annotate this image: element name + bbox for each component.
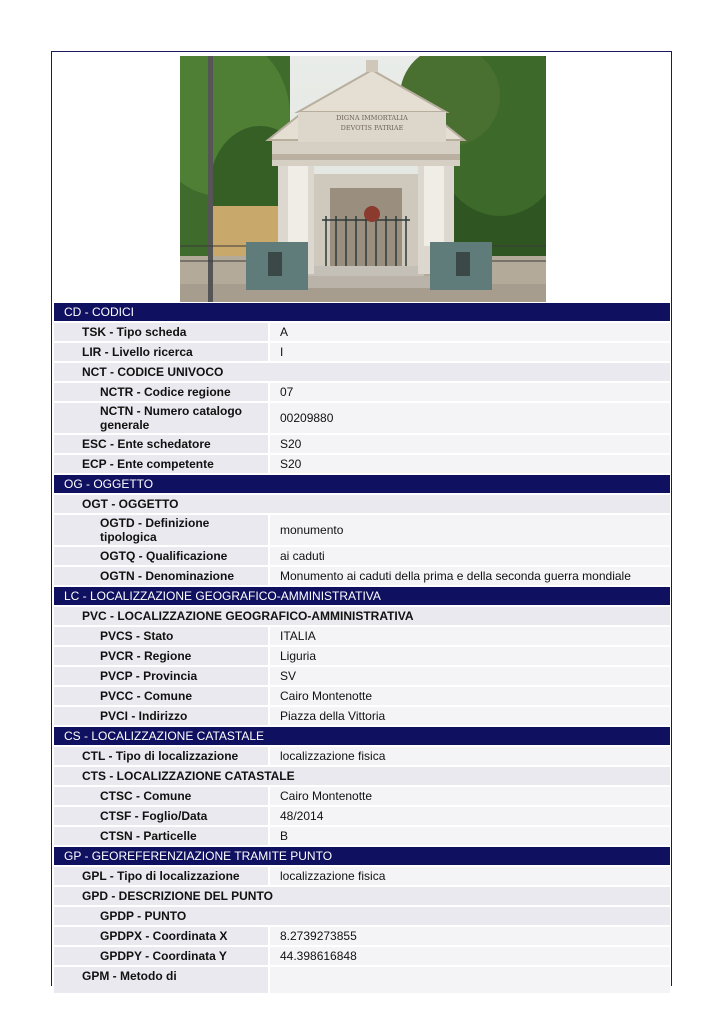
field-label: CTL - Tipo di localizzazione xyxy=(54,747,268,765)
section-header: GP - GEOREFERENZIAZIONE TRAMITE PUNTO xyxy=(54,847,670,865)
field-value: B xyxy=(270,827,670,845)
field-row xyxy=(54,647,670,665)
field-row xyxy=(54,827,670,845)
field-value xyxy=(270,967,670,993)
field-value: Cairo Montenotte xyxy=(270,687,670,705)
field-value: I xyxy=(270,343,670,361)
field-label: TSK - Tipo scheda xyxy=(54,323,268,341)
section-header: CD - CODICI xyxy=(54,303,670,321)
field-label: CTS - LOCALIZZAZIONE CATASTALE xyxy=(54,767,670,785)
field-row xyxy=(54,323,670,341)
field-label: PVC - LOCALIZZAZIONE GEOGRAFICO-AMMINISTRATIVA xyxy=(54,607,670,625)
field-label: GPDPY - Coordinata Y xyxy=(54,947,268,965)
field-row xyxy=(54,383,670,401)
field-row xyxy=(54,667,670,685)
field-label: NCTR - Codice regione xyxy=(54,383,268,401)
field-row xyxy=(54,495,670,513)
field-value: 8.2739273855 xyxy=(270,927,670,945)
field-label: ESC - Ente schedatore xyxy=(54,435,268,453)
field-label: PVCI - Indirizzo xyxy=(54,707,268,725)
field-label: OGTD - Definizione tipologica xyxy=(54,515,268,545)
field-row xyxy=(54,515,670,545)
field-row xyxy=(54,567,670,585)
field-value: SV xyxy=(270,667,670,685)
field-label: NCT - CODICE UNIVOCO xyxy=(54,363,670,381)
field-label: GPD - DESCRIZIONE DEL PUNTO xyxy=(54,887,670,905)
field-value: Monumento ai caduti della prima e della seconda guerra mondiale xyxy=(270,567,670,585)
field-value: 00209880 xyxy=(270,403,670,433)
field-value: localizzazione fisica xyxy=(270,867,670,885)
inscription-line2: DEVOTIS PATRIAE xyxy=(340,124,404,132)
field-value: 07 xyxy=(270,383,670,401)
field-label: PVCC - Comune xyxy=(54,687,268,705)
field-value: localizzazione fisica xyxy=(270,747,670,765)
field-value: S20 xyxy=(270,435,670,453)
field-label: PVCS - Stato xyxy=(54,627,268,645)
field-label: CTSC - Comune xyxy=(54,787,268,805)
field-row xyxy=(54,547,670,565)
field-value: Liguria xyxy=(270,647,670,665)
field-row xyxy=(54,455,670,473)
field-row xyxy=(54,767,670,785)
field-row xyxy=(54,607,670,625)
field-row xyxy=(54,435,670,453)
field-label: GPDPX - Coordinata X xyxy=(54,927,268,945)
field-row xyxy=(54,807,670,825)
field-value: 44.398616848 xyxy=(270,947,670,965)
field-row xyxy=(54,687,670,705)
field-value: ITALIA xyxy=(270,627,670,645)
field-label: CTSN - Particelle xyxy=(54,827,268,845)
section-header: CS - LOCALIZZAZIONE CATASTALE xyxy=(54,727,670,745)
field-label: GPDP - PUNTO xyxy=(54,907,670,925)
section-header: LC - LOCALIZZAZIONE GEOGRAFICO-AMMINISTRATIVA xyxy=(54,587,670,605)
field-value: S20 xyxy=(270,455,670,473)
field-value: 48/2014 xyxy=(270,807,670,825)
field-value: Piazza della Vittoria xyxy=(270,707,670,725)
field-value: A xyxy=(270,323,670,341)
field-row xyxy=(54,967,670,993)
field-row xyxy=(54,747,670,765)
field-row xyxy=(54,887,670,905)
field-row xyxy=(54,343,670,361)
field-row xyxy=(54,907,670,925)
document-frame xyxy=(51,51,672,986)
field-label: GPM - Metodo di xyxy=(54,967,268,993)
field-label: LIR - Livello ricerca xyxy=(54,343,268,361)
field-value: monumento xyxy=(270,515,670,545)
field-row xyxy=(54,707,670,725)
field-label: CTSF - Foglio/Data xyxy=(54,807,268,825)
field-row xyxy=(54,403,670,433)
field-label: NCTN - Numero catalogo generale xyxy=(54,403,268,433)
field-label: PVCP - Provincia xyxy=(54,667,268,685)
field-value: ai caduti xyxy=(270,547,670,565)
field-label: OGTN - Denominazione xyxy=(54,567,268,585)
field-row xyxy=(54,627,670,645)
field-label: OGT - OGGETTO xyxy=(54,495,670,513)
field-row xyxy=(54,867,670,885)
field-label: OGTQ - Qualificazione xyxy=(54,547,268,565)
field-label: ECP - Ente competente xyxy=(54,455,268,473)
section-header: OG - OGGETTO xyxy=(54,475,670,493)
field-row xyxy=(54,787,670,805)
inscription-line1: DIGNA IMMORTALIA xyxy=(336,114,408,122)
field-value: Cairo Montenotte xyxy=(270,787,670,805)
field-label: GPL - Tipo di localizzazione xyxy=(54,867,268,885)
record-table xyxy=(54,303,670,995)
monument-photo xyxy=(180,56,546,302)
field-row xyxy=(54,363,670,381)
field-label: PVCR - Regione xyxy=(54,647,268,665)
field-row xyxy=(54,927,670,945)
field-row xyxy=(54,947,670,965)
